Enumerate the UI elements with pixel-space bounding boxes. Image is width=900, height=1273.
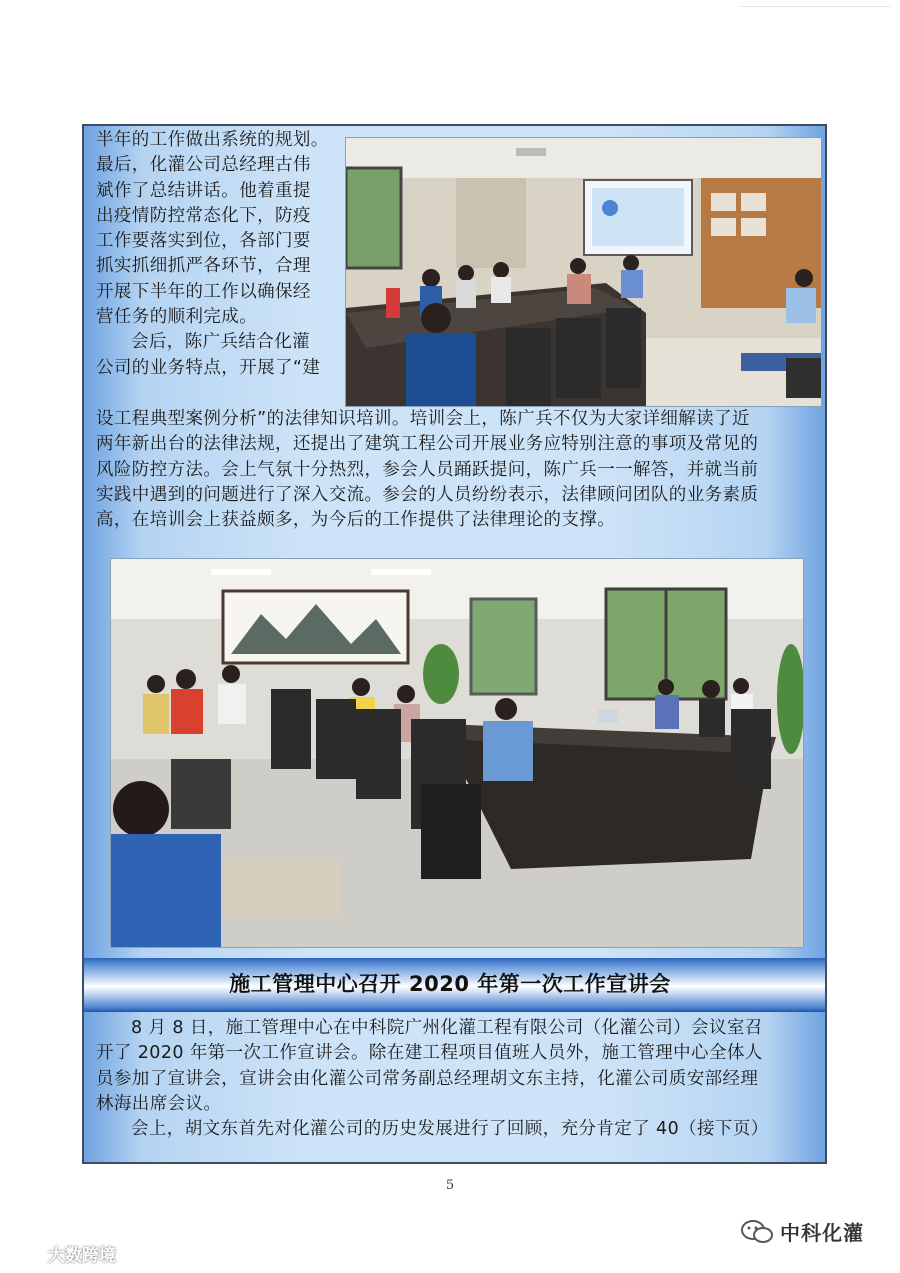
- text-line: 最后，化灌公司总经理古伟: [96, 155, 311, 176]
- text-line: 会上，胡文东首先对化灌公司的历史发展进行了回顾，充分肯定了 40（接下页）: [131, 1119, 769, 1140]
- watermark-right: [740, 1217, 864, 1246]
- top-rule: [740, 6, 890, 7]
- section1-text-beside-photo: [96, 128, 346, 381]
- text-line: 工作要落实到位，各部门要: [96, 231, 311, 252]
- text-line: 实践中遇到的问题进行了深入交流。参会的人员纷纷表示，法律顾问团队的业务素质: [96, 484, 759, 505]
- text-line: 营任务的顺利完成。: [96, 307, 258, 328]
- section2-text: [96, 1016, 826, 1142]
- meeting-photo-1: [345, 137, 822, 407]
- watermark-left-text: 大数跨境: [47, 1246, 116, 1266]
- meeting-photo-2: [110, 558, 804, 948]
- text-line: 斌作了总结讲话。他着重提: [96, 180, 311, 201]
- text-line: 会后，陈广兵结合化灌: [131, 332, 310, 353]
- watermark-logo-icon: [8, 1248, 38, 1264]
- text-line: 抓实抓细抓严各环节，合理: [96, 256, 311, 277]
- text-line: 两年新出台的法律法规，还提出了建筑工程公司开展业务应特别注意的事项及常见的: [96, 434, 759, 455]
- wechat-icon: [740, 1219, 774, 1245]
- text-line: 开展下半年的工作以确保经: [96, 281, 311, 302]
- text-line: 高，在培训会上获益颇多，为今后的工作提供了法律理论的支撑。: [96, 510, 616, 531]
- section2-title: 施工管理中心召开 2020 年第一次工作宣讲会: [229, 972, 671, 996]
- text-line: 员参加了宣讲会，宣讲会由化灌公司常务副总经理胡文东主持，化灌公司质安部经理: [96, 1068, 759, 1089]
- page-number: 5: [445, 1178, 455, 1193]
- meeting-photo-1-illustration: [346, 138, 821, 406]
- text-line: 开了 2020 年第一次工作宣讲会。除在建工程项目值班人员外，施工管理中心全体人: [96, 1043, 763, 1064]
- meeting-photo-2-illustration: [111, 559, 803, 947]
- text-line: 8 月 8 日，施工管理中心在中科院广州化灌工程有限公司（化灌公司）会议室召: [131, 1018, 763, 1038]
- watermark-left: [8, 1241, 116, 1266]
- text-line: 林海出席会议。: [96, 1093, 222, 1114]
- text-line: 风险防控方法。会上气氛十分热烈，参会人员踊跃提问，陈广兵一一解答，并就当前: [96, 459, 759, 480]
- watermark-right-text: 中科化灌: [780, 1221, 864, 1245]
- section1-text-full: [96, 407, 826, 533]
- text-line: 设工程典型案例分析”的法律知识培训。培训会上，陈广兵不仅为大家详细解读了近: [96, 409, 750, 429]
- text-line: 出疫情防控常态化下，防疫: [96, 205, 311, 226]
- text-line: 公司的业务特点，开展了“建: [96, 357, 321, 378]
- text-line: 半年的工作做出系统的规划。: [96, 130, 329, 150]
